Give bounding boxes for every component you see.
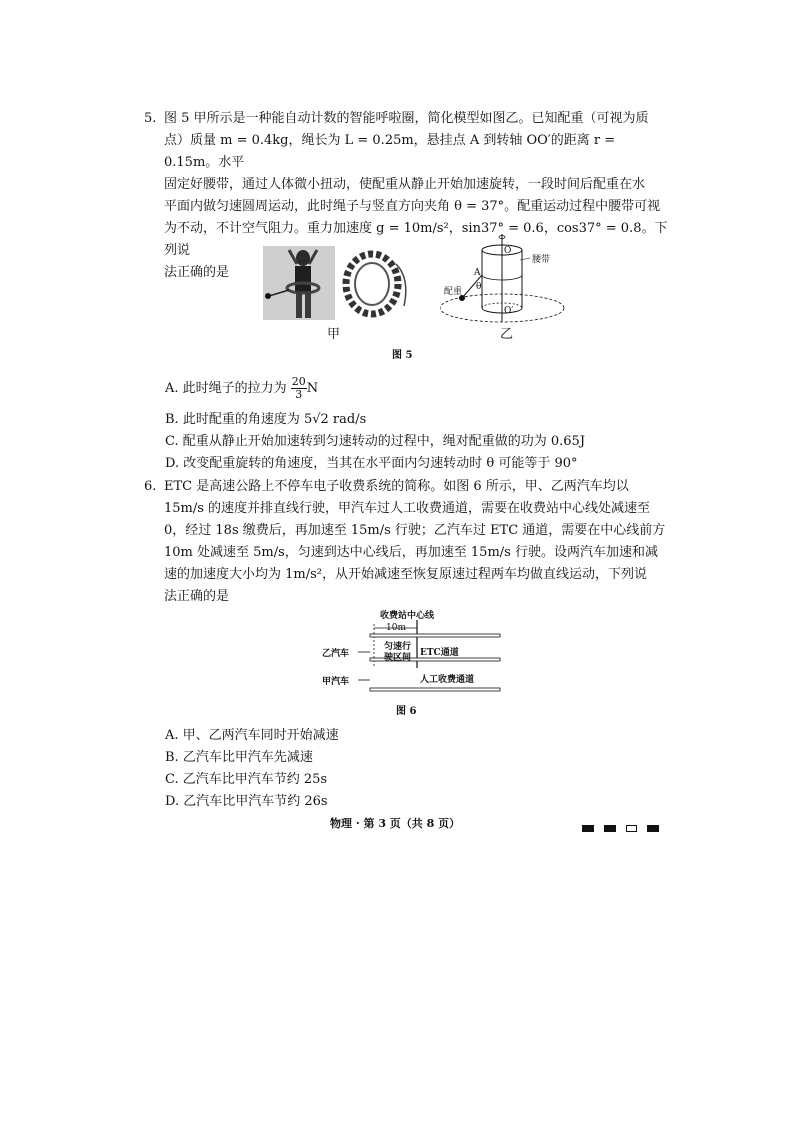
- label-o: O: [504, 246, 512, 256]
- question-5-number: 5.: [144, 111, 157, 126]
- zone-label-2: 驶区间: [384, 653, 412, 663]
- figure-5-right-label: 乙: [500, 327, 514, 342]
- car-jia-label: 甲汽车: [322, 677, 350, 687]
- person-hula-hoop-photo: [263, 246, 335, 320]
- q6-line: 0，经过 18s 缴费后，再加速至 15m/s 行驶；乙汽车过 ETC 通道，需要在中心线前方: [164, 523, 666, 538]
- etc-lane-label: ETC通道: [420, 648, 459, 658]
- question-6-stem: [144, 476, 668, 608]
- filled-block-icon: [647, 825, 659, 832]
- fraction-numerator: 20: [291, 375, 306, 388]
- center-line-label: 收费站中心线: [380, 611, 435, 621]
- q6-line: 法正确的是: [164, 589, 230, 604]
- label-belt: 腰带: [532, 255, 551, 265]
- manual-lane-label: 人工收费通道: [420, 675, 475, 685]
- label-theta: θ: [476, 282, 482, 292]
- q6-line: 速的加速度大小均为 1m/s²，从开始减速至恢复原速过程两车均做直线运动，下列说: [164, 567, 647, 582]
- label-o-prime: O′: [504, 306, 514, 316]
- distance-label: 10m: [386, 623, 406, 633]
- figure-6-diagram: [318, 608, 508, 700]
- q5-line: 平面内做匀速圆周运动，此时绳子与竖直方向夹角 θ = 37°。配重运动过程中腰带可视: [164, 199, 661, 214]
- figure-5-diagram: [440, 232, 580, 327]
- page-footer: 物理 · 第 3 页（共 8 页）: [330, 817, 461, 830]
- filled-block-icon: [582, 825, 594, 832]
- q5-option-b: B. 此时配重的角速度为 5√2 rad/s: [165, 412, 367, 427]
- hoop-icon: [342, 248, 410, 320]
- question-6-number: 6.: [144, 479, 157, 494]
- figure-6-caption: 图 6: [396, 706, 417, 717]
- q5-option-a-text: A. 此时绳子的拉力为: [165, 381, 287, 396]
- figure-5-left-label: 甲: [327, 327, 341, 342]
- q5-option-c: C. 配重从静止开始加速转到匀速转动的过程中，绳对配重做的功为 0.65J: [165, 434, 586, 449]
- figure-5-hoop: [342, 248, 410, 320]
- figure-5-photo: [263, 246, 335, 320]
- hollow-block-icon: [626, 825, 637, 832]
- zone-label-1: 匀速行: [384, 642, 412, 652]
- figure-5-caption: 图 5: [392, 350, 413, 361]
- q6-option-a: A. 甲、乙两汽车同时开始减速: [165, 728, 339, 743]
- q6-option-b: B. 乙汽车比甲汽车先减速: [165, 750, 313, 765]
- q5-option-d: D. 改变配重旋转的角速度，当其在水平面内匀速转动时 θ 可能等于 90°: [165, 456, 578, 471]
- q5-line: 为不动，不计空气阻力。重力加速度 g = 10m/s²，sin37° = 0.6，cos37° = 0.8。下列说: [164, 221, 668, 258]
- q5-option-a-unit: N: [306, 381, 319, 396]
- label-weight: 配重: [444, 287, 463, 297]
- q6-option-c: C. 乙汽车比甲汽车节约 25s: [165, 772, 328, 787]
- fraction: [291, 376, 307, 401]
- q5-line: 点）质量 m = 0.4kg，绳长为 L = 0.25m，悬挂点 A 到转轴 OO′的距离 r = 0.15m。水平: [164, 133, 616, 170]
- fraction-denominator: 3: [295, 388, 303, 401]
- q6-option-d: D. 乙汽车比甲汽车节约 26s: [165, 794, 328, 809]
- filled-block-icon: [604, 825, 616, 832]
- q6-line: ETC 是高速公路上不停车电子收费系统的简称。如图 6 所示，甲、乙两汽车均以: [164, 479, 629, 494]
- label-a: A: [474, 268, 481, 278]
- car-yi-label: 乙汽车: [322, 649, 350, 659]
- q6-line: 15m/s 的速度并排直线行驶，甲汽车过人工收费通道，需要在收费站中心线处减速至: [164, 501, 651, 516]
- q5-line: 图 5 甲所示是一种能自动计数的智能呼啦圈，简化模型如图乙。已知配重（可视为质: [164, 111, 649, 126]
- q5-line: 法正确的是: [164, 265, 230, 280]
- page-marker-blocks: [582, 817, 669, 836]
- q5-line: 固定好腰带，通过人体微小扭动，使配重从静止开始加速旋转，一段时间后配重在水: [164, 177, 646, 192]
- q5-option-a: [165, 376, 318, 401]
- q6-line: 10m 处减速至 5m/s，匀速到达中心线后，再加速至 15m/s 行驶。设两汽车加速和减: [164, 545, 658, 560]
